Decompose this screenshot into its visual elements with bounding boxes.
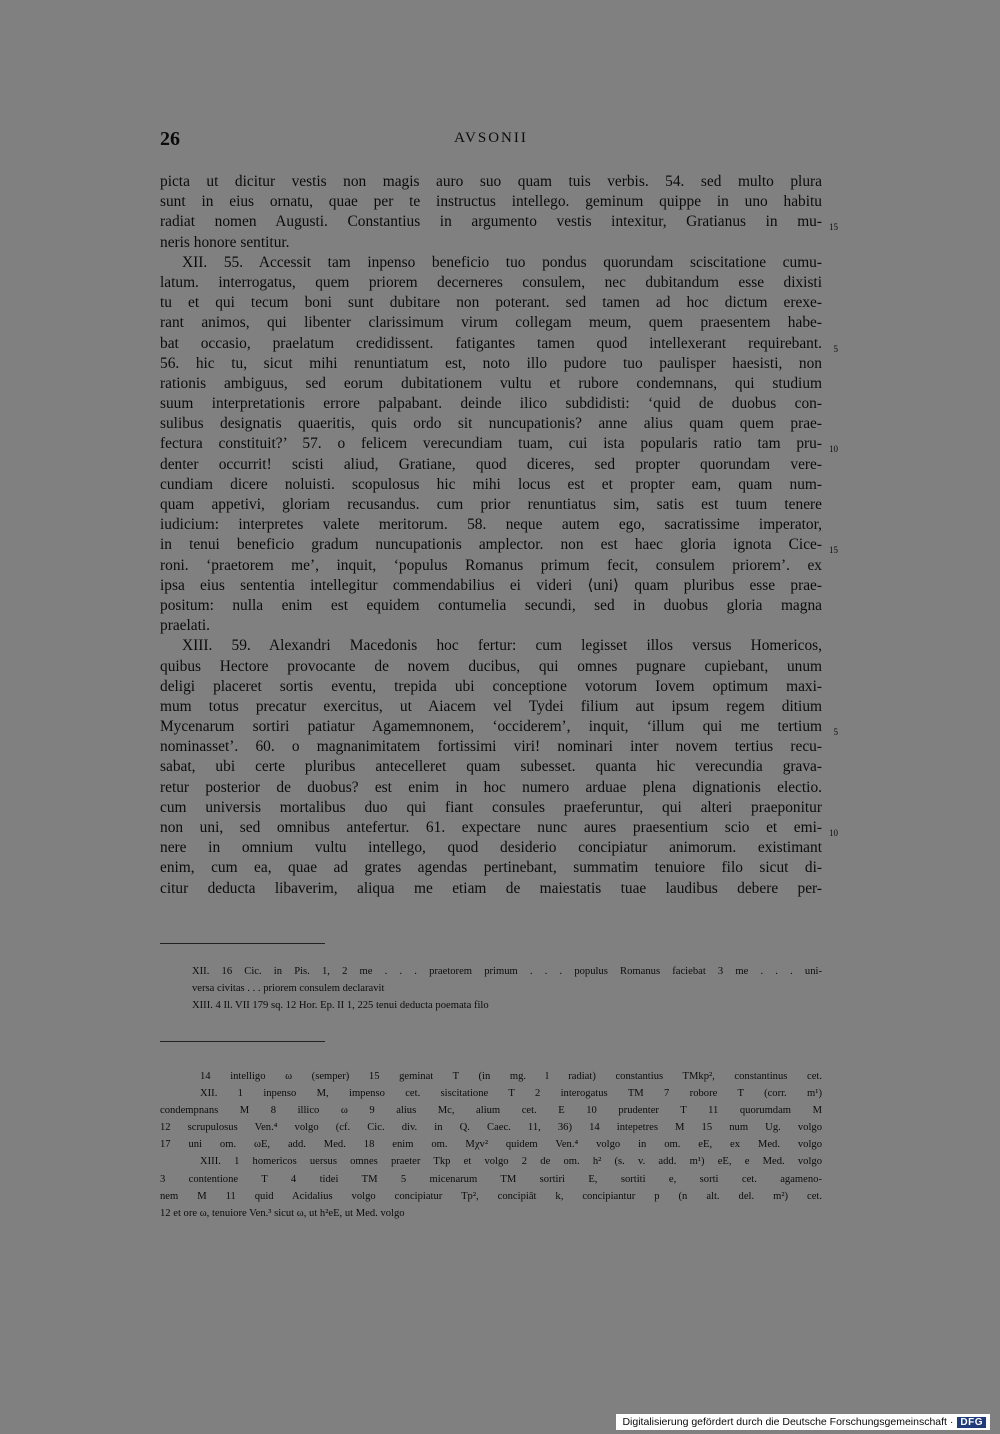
- line-text: positum: nulla enim est equidem contumelia secundi, sed in duobus gloria magna: [160, 596, 822, 614]
- line-text: condempnans M 8 illico ω 9 alius Mc, alium cet. E 10 prudenter T 11 quorumdam M: [160, 1105, 822, 1117]
- line-text: 17 uni om. ωE, add. Med. 18 enim om. Mχv² quidem Ven.⁴ volgo in om. eE, ex Med. volgo: [160, 1139, 822, 1151]
- text-line: [160, 576, 822, 596]
- line-text: suum interpretationis errore palpabant. deinde ilico subdidisti: ‘quid de duobus con-: [160, 395, 822, 413]
- text-line: [160, 475, 822, 495]
- line-text: XII. 1 inpenso M, impenso cet. siscitatione T 2 interogatus TM 7 robore T (corr. m¹): [200, 1088, 822, 1100]
- line-text: ipsa eius sententia intellegitur commendabilius ei videri ⟨uni⟩ quam pluribus esse prae-: [160, 576, 822, 594]
- note-line: [160, 1188, 822, 1205]
- note-line: [192, 998, 822, 1015]
- note-line: [160, 1153, 822, 1170]
- line-text: rant animos, qui libenter clarissimum virum collegam meum, quem praesentem habe-: [160, 314, 822, 332]
- line-text: sunt in eius ornatu, quae per te instructus intellego. geminum quippe in uno habitu: [160, 193, 822, 211]
- line-text: non uni, sed omnibus antefertur. 61. expectare nunc aures praesentium scio et emi-: [160, 819, 822, 836]
- line-text: versa civitas . . . priorem consulem declaravit: [192, 983, 385, 995]
- line-number: 15: [829, 222, 838, 233]
- line-text: XII. 55. Accessit tam inpenso beneficio tuo pondus quorundam sciscitatione cumu-: [182, 253, 822, 271]
- line-text: quibus Hectore provocante de novem ducibus, qui omnes pugnare cupiebant, unum: [160, 657, 822, 675]
- note-line: [160, 1102, 822, 1119]
- line-text: latum. interrogatus, quem priorem decerneres consulem, nec dubitandum esse dixisti: [160, 273, 822, 291]
- text-line: [160, 818, 838, 838]
- text-line: [160, 596, 822, 616]
- text-line: [160, 556, 822, 576]
- text-line: [160, 636, 822, 656]
- text-line: [160, 535, 838, 556]
- note-line: [160, 1136, 822, 1153]
- line-text: cundiam dicere noluisti. scopulosus hic mihi locus est et propter eam, quam num-: [160, 475, 822, 493]
- text-line: [160, 374, 822, 394]
- note-line: [160, 1068, 822, 1085]
- text-line: [160, 354, 822, 374]
- text-line: [160, 495, 822, 515]
- line-text: citur deducta libaverim, aliqua me etiam de maiestatis tuae laudibus debere per-: [160, 879, 822, 897]
- note-line: [192, 964, 822, 981]
- text-line: [160, 515, 822, 535]
- line-text: quam appetivi, gloriam recusandus. cum prior renuntiatus sim, satis est tuum tenere: [160, 496, 822, 513]
- text-line: [160, 394, 822, 414]
- text-line: [160, 798, 822, 818]
- line-text: fectura constituit?’ 57. o felicem verecundiam tuam, cui ista popularis ratio tam pru-: [160, 435, 822, 453]
- text-line: [160, 858, 822, 878]
- line-text: rationis ambiguus, sed eorum dubitationem vultu et rubore condemnans, qui studium: [160, 374, 822, 392]
- line-text: nominasset’. 60. o magnanimitatem fortissimi viri! nominari inter novem tertius recu-: [160, 738, 822, 756]
- line-text: denter occurrit! scisti aliud, Gratiane, quod diceres, sed propter quorundam vere-: [160, 455, 822, 473]
- line-text: tu et qui tecum boni sunt dubitare non poterant. sed tamen ad hoc dictum erexe-: [160, 294, 822, 312]
- line-text: roni. ‘praetorem me’, inquit, ‘populus Romanus primum fecit, consulem priorem’. ex: [160, 556, 822, 574]
- text-line: [160, 778, 822, 798]
- text-line: [160, 455, 822, 475]
- line-text: sabat, ubi certe pluribus antecelleret quam subesset. quanta hic verecundia grava-: [160, 758, 822, 776]
- line-text: retur posterior de duobus? est enim in hoc numero arduae plena dignationis electio.: [160, 778, 822, 796]
- text-line: [160, 212, 838, 233]
- line-text: 12 scrupulosus Ven.⁴ volgo (cf. Cic. div. in Q. Caec. 11, 36) 14 intepetres M 15 num Ug. volgo: [160, 1122, 822, 1134]
- line-text: neris honore sentitur.: [160, 233, 290, 251]
- text-line: [160, 616, 822, 636]
- text-line: [160, 757, 822, 777]
- line-text: radiat nomen Augusti. Constantius in argumento vestis intexitur, Gratianus in mu-: [160, 213, 822, 231]
- text-line: [160, 879, 822, 899]
- line-text: mum totus precatur exercitus, ut Aiacem vel Tydei filium aut ipsum regem ditium: [160, 697, 822, 715]
- running-title: AVSONII: [454, 130, 528, 146]
- line-text: nere in omnium vultu intellego, quod desiderio concipiatur animorum. existimant: [160, 839, 822, 857]
- line-text: deligi placeret sortis eventu, trepida ubi conceptione votorum Iovem optimum maxi-: [160, 677, 822, 695]
- line-number: 5: [833, 343, 838, 354]
- text-line: [160, 253, 822, 273]
- line-text: XIII. 59. Alexandri Macedonis hoc fertur: cum legisset illos versus Homericos,: [182, 637, 822, 655]
- text-line: [160, 273, 822, 293]
- line-text: cum universis mortalibus duo qui fiant consules praeferuntur, qui alteri praeponitur: [160, 798, 822, 816]
- credit-text: Digitalisierung gefördert durch die Deutsche Forschungsgemeinschaft ·: [622, 1416, 954, 1428]
- text-line: [160, 677, 822, 697]
- line-text: 14 intelligo ω (semper) 15 geminat T (in mg. l radiat) constantius TMkp², constantinus cet.: [200, 1071, 822, 1082]
- page-header: [160, 128, 822, 152]
- footnote-separator: [160, 943, 325, 944]
- text-line: [160, 697, 822, 717]
- main-text: [160, 172, 838, 899]
- line-text: 56. hic tu, sicut mihi renuntiatum est, noto illo pudore tuo paulisper haesisti, non: [160, 354, 822, 372]
- line-text: nem M 11 quid Acidalius volgo concipiatur Tp², concipiāt k, concipiantur p (n alt. del. m²) cet.: [160, 1190, 822, 1202]
- text-line: [160, 313, 822, 333]
- text-line: [160, 657, 822, 677]
- note-line: [160, 1171, 822, 1188]
- text-line: [160, 414, 822, 434]
- line-text: XIII. 4 Il. VII 179 sq. 12 Hor. Ep. II 1, 225 tenui deducta poemata filo: [192, 1000, 489, 1012]
- line-text: 3 contentione T 4 tidei TM 5 micenarum TM sortiri E, sortiti e, sorti cet. agameno-: [160, 1173, 822, 1185]
- text-line: [160, 192, 822, 212]
- text-line: [160, 293, 822, 313]
- testimonia-notes: [192, 964, 822, 1015]
- line-text: bat occasio, praelatum credidissent. fatigantes tamen quod intellexerant requirebant.: [160, 334, 822, 352]
- line-number: 10: [829, 444, 838, 455]
- note-line: [160, 1205, 822, 1222]
- line-text: praelati.: [160, 617, 210, 635]
- text-line: [160, 717, 838, 738]
- note-line: [160, 1119, 822, 1136]
- note-line: [160, 1085, 822, 1102]
- text-line: [160, 334, 838, 354]
- line-text: Mycenarum sortiri patiatur Agamemnonem, ‘occiderem’, inquit, ‘illum qui me tertium: [160, 718, 822, 736]
- line-text: iudicium: interpretes valete meritorum. 58. neque autem ego, sacratissime imperator,: [160, 516, 822, 534]
- line-text: 12 et ore ω, tenuiore Ven.³ sicut ω, ut h²eE, ut Med. volgo: [160, 1207, 405, 1219]
- line-text: enim, cum ea, quae ad grates agendas pertinebant, summatim tenuiore filo sicut di-: [160, 859, 822, 877]
- line-text: in tenui beneficio gradum nuncupationis amplector. non est haec gloria ignota Cice-: [160, 536, 822, 554]
- note-line: [192, 981, 822, 998]
- line-text: picta ut dicitur vestis non magis auro suo quam tuis verbis. 54. sed multo plura: [160, 173, 822, 190]
- line-number: 15: [829, 545, 838, 556]
- dfg-credit-bar: [616, 1414, 990, 1430]
- line-number: 10: [829, 828, 838, 838]
- line-number: 5: [833, 727, 838, 738]
- text-line: [160, 434, 838, 455]
- text-line: [160, 172, 822, 192]
- apparatus-separator: [160, 1041, 325, 1042]
- line-text: XII. 16 Cic. in Pis. 1, 2 me . . . praetorem primum . . . populus Romanus faciebat 3 me . . . uni-: [192, 966, 822, 977]
- text-line: [160, 737, 822, 757]
- line-text: sulibus designatis quaeritis, quis ordo sit nuncupationis? anne alius quam quem prae-: [160, 415, 822, 433]
- page-number: 26: [160, 128, 180, 150]
- dfg-logo: DFG: [957, 1417, 986, 1428]
- critical-apparatus: [160, 1068, 822, 1222]
- text-line: [160, 838, 822, 858]
- line-text: XIII. 1 homericos uersus omnes praeter Tkp et volgo 2 de om. h² (s. v. add. m¹) eE, e Med. volgo: [200, 1156, 822, 1168]
- text-line: [160, 233, 822, 253]
